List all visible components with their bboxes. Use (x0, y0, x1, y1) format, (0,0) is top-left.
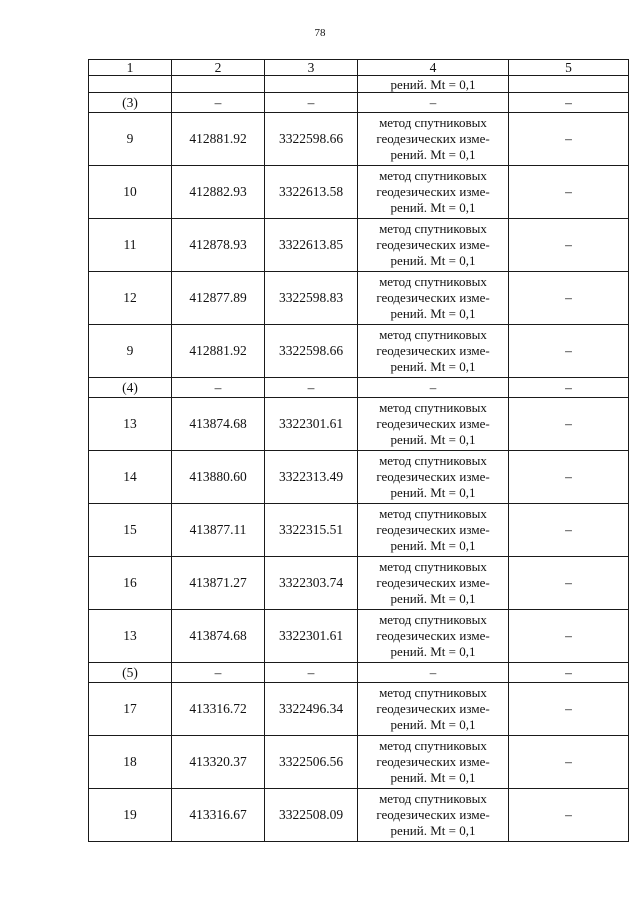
cell-note: – (509, 378, 629, 398)
column-header-3: 3 (265, 60, 358, 76)
table-row (89, 683, 629, 736)
cell-y: – (265, 378, 358, 398)
cell-y: 3322496.34 (265, 683, 358, 736)
table-row (89, 398, 629, 451)
coordinates-table (88, 59, 629, 842)
cell-point-number: 16 (89, 557, 172, 610)
cell-x (172, 76, 265, 93)
header-row (89, 60, 629, 76)
cell-method: метод спутниковых геодезических изме- рений. Mt = 0,1 (358, 166, 509, 219)
cell-note: – (509, 683, 629, 736)
cell-x: – (172, 93, 265, 113)
cell-method: – (358, 378, 509, 398)
cell-point-number: 15 (89, 504, 172, 557)
cell-x: 413316.72 (172, 683, 265, 736)
table-row (89, 736, 629, 789)
cell-point-number: 14 (89, 451, 172, 504)
cell-method: метод спутниковых геодезических изме- рений. Mt = 0,1 (358, 398, 509, 451)
cell-method: рений. Mt = 0,1 (358, 76, 509, 93)
cell-point-number: 9 (89, 113, 172, 166)
cell-x: 412881.92 (172, 113, 265, 166)
cell-y: 3322301.61 (265, 610, 358, 663)
cell-point-number: (3) (89, 93, 172, 113)
cell-x: – (172, 663, 265, 683)
cell-method: метод спутниковых геодезических изме- рений. Mt = 0,1 (358, 789, 509, 842)
cell-note: – (509, 398, 629, 451)
column-header-5: 5 (509, 60, 629, 76)
cell-note: – (509, 93, 629, 113)
page-number: 78 (314, 27, 326, 39)
cell-y: 3322598.66 (265, 325, 358, 378)
cell-method: метод спутниковых геодезических изме- рений. Mt = 0,1 (358, 219, 509, 272)
cell-note: – (509, 166, 629, 219)
cell-y: 3322508.09 (265, 789, 358, 842)
cell-note: – (509, 325, 629, 378)
column-header-2: 2 (172, 60, 265, 76)
cell-point-number: 19 (89, 789, 172, 842)
cell-method: метод спутниковых геодезических изме- рений. Mt = 0,1 (358, 504, 509, 557)
cell-note: – (509, 272, 629, 325)
cell-note: – (509, 663, 629, 683)
table-row (89, 113, 629, 166)
cell-y: 3322598.83 (265, 272, 358, 325)
cell-x: 413871.27 (172, 557, 265, 610)
table-row (89, 610, 629, 663)
continued-row (89, 76, 629, 93)
cell-point-number: 12 (89, 272, 172, 325)
cell-method: метод спутниковых геодезических изме- рений. Mt = 0,1 (358, 113, 509, 166)
cell-note: – (509, 219, 629, 272)
table-row (89, 166, 629, 219)
cell-y: 3322303.74 (265, 557, 358, 610)
cell-x: 413874.68 (172, 398, 265, 451)
cell-method: метод спутниковых геодезических изме- рений. Mt = 0,1 (358, 557, 509, 610)
cell-method: метод спутниковых геодезических изме- рений. Mt = 0,1 (358, 683, 509, 736)
cell-x: 412878.93 (172, 219, 265, 272)
table-row (89, 557, 629, 610)
cell-y: – (265, 93, 358, 113)
cell-y: 3322598.66 (265, 113, 358, 166)
cell-y: 3322613.85 (265, 219, 358, 272)
cell-method: метод спутниковых геодезических изме- рений. Mt = 0,1 (358, 451, 509, 504)
cell-point-number: 10 (89, 166, 172, 219)
table-row (89, 272, 629, 325)
table-header (89, 60, 629, 76)
cell-y (265, 76, 358, 93)
column-header-4: 4 (358, 60, 509, 76)
cell-x: 413316.67 (172, 789, 265, 842)
cell-y: 3322301.61 (265, 398, 358, 451)
cell-note: – (509, 113, 629, 166)
cell-x: 413877.11 (172, 504, 265, 557)
cell-point-number: 9 (89, 325, 172, 378)
cell-point-number (89, 76, 172, 93)
cell-method: – (358, 93, 509, 113)
cell-x: 412882.93 (172, 166, 265, 219)
cell-point-number: 13 (89, 398, 172, 451)
cell-method: метод спутниковых геодезических изме- рений. Mt = 0,1 (358, 610, 509, 663)
cell-y: 3322313.49 (265, 451, 358, 504)
cell-x: 412877.89 (172, 272, 265, 325)
cell-note (509, 76, 629, 93)
table-row (89, 789, 629, 842)
cell-point-number: 17 (89, 683, 172, 736)
section-row (89, 378, 629, 398)
cell-method: метод спутниковых геодезических изме- рений. Mt = 0,1 (358, 325, 509, 378)
cell-x: 413880.60 (172, 451, 265, 504)
cell-method: – (358, 663, 509, 683)
table-row (89, 219, 629, 272)
table-row (89, 451, 629, 504)
table-row (89, 504, 629, 557)
cell-point-number: 18 (89, 736, 172, 789)
cell-point-number: 11 (89, 219, 172, 272)
cell-x: 413320.37 (172, 736, 265, 789)
cell-y: 3322315.51 (265, 504, 358, 557)
table-row (89, 325, 629, 378)
cell-point-number: (5) (89, 663, 172, 683)
cell-note: – (509, 789, 629, 842)
cell-point-number: (4) (89, 378, 172, 398)
cell-note: – (509, 557, 629, 610)
cell-note: – (509, 736, 629, 789)
cell-x: 412881.92 (172, 325, 265, 378)
cell-method: метод спутниковых геодезических изме- рений. Mt = 0,1 (358, 736, 509, 789)
cell-y: 3322506.56 (265, 736, 358, 789)
table-body (89, 76, 629, 842)
cell-note: – (509, 504, 629, 557)
cell-point-number: 13 (89, 610, 172, 663)
column-header-1: 1 (89, 60, 172, 76)
cell-x: 413874.68 (172, 610, 265, 663)
cell-y: 3322613.58 (265, 166, 358, 219)
cell-y: – (265, 663, 358, 683)
cell-x: – (172, 378, 265, 398)
cell-note: – (509, 451, 629, 504)
cell-method: метод спутниковых геодезических изме- рений. Mt = 0,1 (358, 272, 509, 325)
cell-note: – (509, 610, 629, 663)
section-row (89, 93, 629, 113)
section-row (89, 663, 629, 683)
